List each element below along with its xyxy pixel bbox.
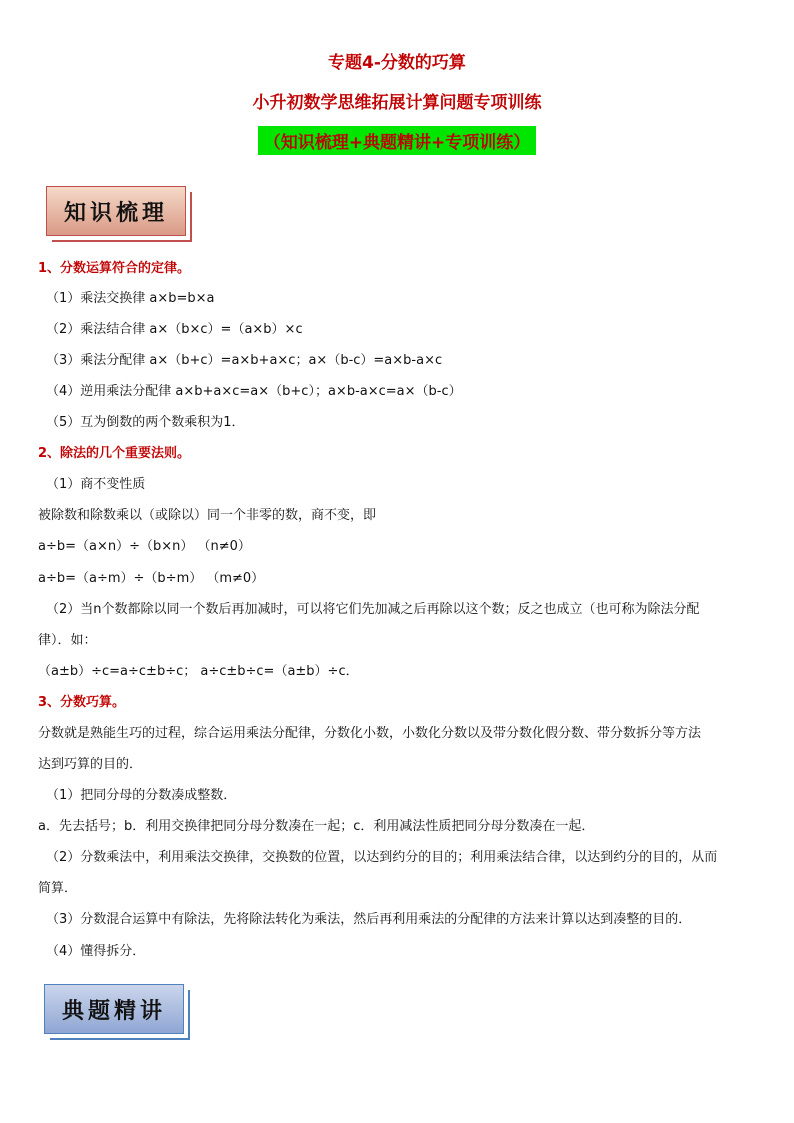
text-line: （5）互为倒数的两个数乘积为1． xyxy=(46,415,245,430)
doc-tagline: （知识梳理+典题精讲+专项训练） xyxy=(258,126,537,155)
section-heading: 1、分数运算符合的定律。 xyxy=(38,261,191,276)
examples-banner xyxy=(44,984,184,1034)
text-line: （1）商不变性质 xyxy=(46,477,146,492)
doc-title: 专题4-分数的巧算 xyxy=(328,53,466,73)
text-line: 被除数和除数乘以（或除以）同一个非零的数，商不变，即 xyxy=(38,508,377,523)
doc-tagline-wrap xyxy=(0,126,794,155)
text-line: 简算． xyxy=(38,881,78,896)
knowledge-banner xyxy=(46,186,186,236)
text-line: （3）分数混合运算中有除法，先将除法转化为乘法，然后再利用乘法的分配律的方法来计算以达到凑整的目的． xyxy=(46,912,692,927)
text-line: a．先去括号；b．利用交换律把同分母分数凑在一起；c．利用减法性质把同分母分数凑在一起． xyxy=(38,819,595,834)
text-line: （2）乘法结合律 a×（b×c）=（a×b）×c xyxy=(46,322,303,337)
formula-line: （a±b）÷c=a÷c±b÷c； a÷c±b÷c=（a±b）÷c． xyxy=(38,664,359,679)
text-line: （3）乘法分配律 a×（b+c）=a×b+a×c；a×（b-c）=a×b-a×c xyxy=(46,353,443,368)
text-line: 分数就是熟能生巧的过程，综合运用乘法分配律，分数化小数，小数化分数以及带分数化假分数、带分数拆分等方法 xyxy=(38,726,702,741)
text-line: （2）分数乘法中，利用乘法交换律，交换数的位置，以达到约分的目的；利用乘法结合律，以达到约分的目的，从而 xyxy=(46,850,718,865)
section-heading: 2、除法的几个重要法则。 xyxy=(38,446,191,461)
text-line: （1）乘法交换律 a×b=b×a xyxy=(46,291,215,306)
text-line: （4）懂得拆分． xyxy=(46,944,146,959)
text-line: 达到巧算的目的． xyxy=(38,757,143,772)
formula-line: a÷b=（a÷m）÷（b÷m） （m≠0） xyxy=(38,571,265,586)
text-line: （4）逆用乘法分配律 a×b+a×c=a×（b+c）；a×b-a×c=a×（b-c） xyxy=(46,384,462,399)
text-line: 律）．如： xyxy=(38,633,97,648)
doc-subtitle: 小升初数学思维拓展计算问题专项训练 xyxy=(252,93,542,113)
text-line: （2）当n个数都除以同一个数后再加减时，可以将它们先加减之后再除以这个数；反之也成立（也可称为除法分配 xyxy=(46,602,700,617)
examples-banner-label: 典题精讲 xyxy=(44,984,184,1034)
knowledge-banner-label: 知识梳理 xyxy=(46,186,186,236)
text-line: （1）把同分母的分数凑成整数． xyxy=(46,788,237,803)
formula-line: a÷b=（a×n）÷（b×n） （n≠0） xyxy=(38,539,251,554)
section-heading: 3、分数巧算。 xyxy=(38,695,126,710)
